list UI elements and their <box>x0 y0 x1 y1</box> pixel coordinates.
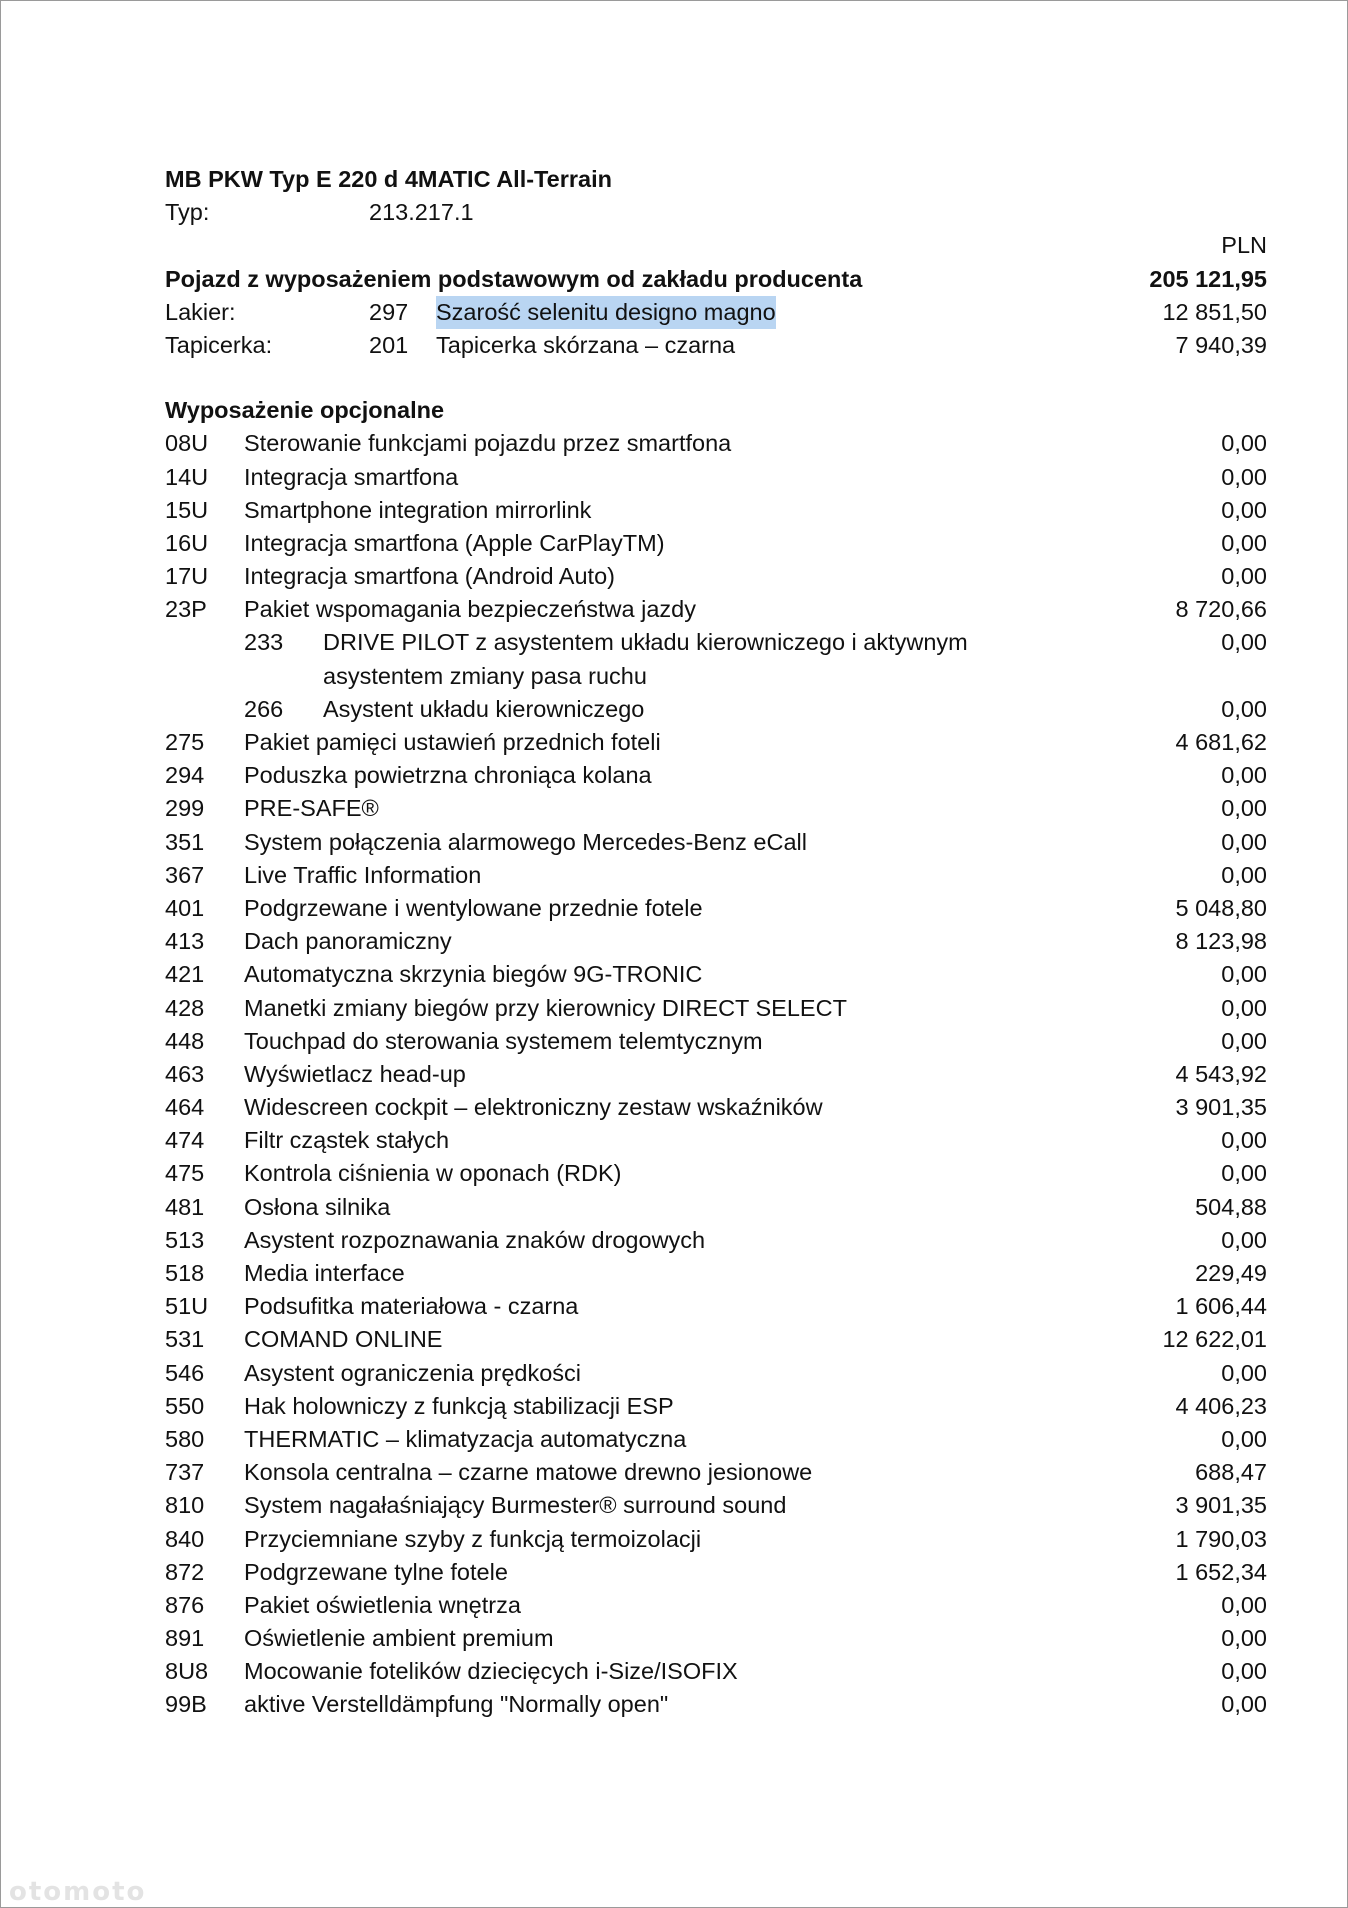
option-price: 0,00 <box>1221 496 1267 523</box>
option-description: Filtr cząstek stałych <box>244 1127 450 1154</box>
upholstery-price: 7 940,39 <box>1175 331 1267 358</box>
option-code: 464 <box>165 1094 205 1121</box>
option-code: 513 <box>165 1226 205 1253</box>
option-row <box>165 1124 1267 1157</box>
option-code: 428 <box>165 994 205 1021</box>
option-code: 891 <box>165 1625 205 1652</box>
option-row <box>165 892 1267 925</box>
option-code: 840 <box>165 1525 205 1552</box>
option-code: 401 <box>165 894 205 921</box>
option-code: 99B <box>165 1691 207 1718</box>
option-description: Asystent rozpoznawania znaków drogowych <box>244 1226 706 1253</box>
option-price: 0,00 <box>1221 563 1267 590</box>
option-description: Podsufitka materiałowa - czarna <box>244 1293 579 1320</box>
option-row <box>165 1257 1267 1290</box>
option-row <box>165 527 1267 560</box>
option-row <box>165 593 1267 626</box>
watermark-logo: otomoto <box>9 1877 147 1907</box>
option-row <box>165 1655 1267 1688</box>
option-description: Pakiet wspomagania bezpieczeństwa jazdy <box>244 596 696 623</box>
option-price: 4 681,62 <box>1175 729 1267 755</box>
option-description: Osłona silnika <box>244 1193 391 1220</box>
option-code: 51U <box>165 1293 209 1320</box>
option-row <box>165 1323 1267 1356</box>
paint-price: 12 851,50 <box>1162 298 1267 325</box>
option-description-continued: asystentem zmiany pasa ruchu <box>323 662 647 689</box>
option-row <box>165 1456 1267 1489</box>
option-description: Hak holowniczy z funkcją stabilizacji ESP <box>244 1392 674 1419</box>
option-description: Kontrola ciśnienia w oponach (RDK) <box>244 1160 622 1187</box>
option-code: 463 <box>165 1060 205 1087</box>
option-row <box>165 1489 1267 1522</box>
option-price: 0,00 <box>1221 1127 1267 1154</box>
option-code: 518 <box>165 1260 205 1286</box>
option-price: 0,00 <box>1221 1691 1267 1718</box>
base-price: 205 121,95 <box>1149 265 1267 292</box>
option-code: 14U <box>165 463 209 490</box>
option-price: 0,00 <box>1221 1359 1267 1386</box>
option-code: 737 <box>165 1459 205 1486</box>
option-code: 448 <box>165 1027 205 1054</box>
option-description: Sterowanie funkcjami pojazdu przez smartfona <box>244 430 732 457</box>
price-list <box>165 163 1267 1722</box>
option-description: Poduszka powietrzna chroniąca kolana <box>244 762 652 789</box>
option-description: Oświetlenie ambient premium <box>244 1625 554 1652</box>
option-description: Wyświetlacz head-up <box>244 1060 466 1087</box>
option-row <box>165 1357 1267 1390</box>
option-row <box>165 826 1267 859</box>
option-description: Przyciemniane szyby z funkcją termoizolacji <box>244 1525 702 1552</box>
option-row <box>165 1688 1267 1721</box>
option-price: 5 048,80 <box>1175 894 1267 921</box>
option-price: 1 652,34 <box>1175 1558 1267 1585</box>
option-price: 8 123,98 <box>1175 928 1267 955</box>
option-code: 872 <box>165 1558 205 1585</box>
type-value: 213.217.1 <box>369 199 474 226</box>
option-description: COMAND ONLINE <box>244 1326 443 1353</box>
option-row <box>165 1622 1267 1655</box>
option-code: 233 <box>244 629 284 656</box>
base-label: Pojazd z wyposażeniem podstawowym od zakładu producenta <box>165 265 863 292</box>
option-description: Widescreen cockpit – elektroniczny zestaw wskaźników <box>244 1094 823 1121</box>
option-code: 17U <box>165 563 209 590</box>
paint-label: Lakier: <box>165 298 236 325</box>
option-code: 294 <box>165 762 205 789</box>
option-row <box>165 1191 1267 1224</box>
option-description: Asystent układu kierowniczego <box>323 695 645 722</box>
option-row <box>165 1589 1267 1622</box>
option-price: 0,00 <box>1221 430 1267 457</box>
option-row <box>165 1058 1267 1091</box>
option-code: 16U <box>165 529 209 556</box>
option-code: 546 <box>165 1359 205 1386</box>
option-description: Konsola centralna – czarne matowe drewno jesionowe <box>244 1459 813 1486</box>
paint-description-selected[interactable]: Szarość selenitu designo magno <box>436 296 776 329</box>
currency-label: PLN <box>1221 232 1267 259</box>
option-code: 580 <box>165 1425 205 1452</box>
option-code: 8U8 <box>165 1658 209 1685</box>
option-description: Touchpad do sterowania systemem telemtycznym <box>244 1027 763 1054</box>
option-description: Integracja smartfona (Android Auto) <box>244 563 615 590</box>
option-code: 367 <box>165 861 205 888</box>
option-code: 266 <box>244 695 284 722</box>
option-code: 15U <box>165 496 209 523</box>
option-code: 421 <box>165 961 205 988</box>
option-price: 504,88 <box>1195 1193 1267 1220</box>
option-price: 229,49 <box>1195 1260 1267 1286</box>
option-code: 475 <box>165 1160 205 1187</box>
option-price: 0,00 <box>1221 994 1267 1021</box>
upholstery-row <box>165 329 1267 362</box>
base-row <box>165 263 1267 296</box>
option-price: 0,00 <box>1221 762 1267 789</box>
options-list <box>165 427 1267 1721</box>
model-title <box>165 163 1267 196</box>
option-row <box>165 1290 1267 1323</box>
option-price: 0,00 <box>1221 463 1267 490</box>
option-price: 0,00 <box>1221 1027 1267 1054</box>
option-price: 0,00 <box>1221 1591 1267 1618</box>
option-description: Media interface <box>244 1260 405 1286</box>
option-price: 0,00 <box>1221 629 1267 656</box>
option-price: 688,47 <box>1195 1459 1267 1486</box>
option-price: 0,00 <box>1221 1625 1267 1652</box>
option-price: 0,00 <box>1221 695 1267 722</box>
options-heading <box>165 394 1267 427</box>
option-row <box>165 427 1267 460</box>
upholstery-label: Tapicerka: <box>165 331 273 358</box>
option-price: 3 901,35 <box>1175 1094 1267 1121</box>
option-row <box>165 1523 1267 1556</box>
option-description: Podgrzewane tylne fotele <box>244 1558 508 1585</box>
option-description: Smartphone integration mirrorlink <box>244 496 592 523</box>
option-description: DRIVE PILOT z asystentem układu kierowniczego i aktywnym <box>323 629 968 656</box>
option-description: Pakiet oświetlenia wnętrza <box>244 1591 521 1618</box>
option-code: 351 <box>165 828 205 855</box>
option-row <box>165 1157 1267 1190</box>
option-code: 275 <box>165 729 205 755</box>
option-price: 0,00 <box>1221 1226 1267 1253</box>
option-code: 08U <box>165 430 209 457</box>
option-code: 474 <box>165 1127 205 1154</box>
option-code: 481 <box>165 1193 205 1220</box>
option-row <box>165 560 1267 593</box>
option-row <box>165 925 1267 958</box>
option-row <box>165 461 1267 494</box>
option-description: THERMATIC – klimatyzacja automatyczna <box>244 1425 687 1452</box>
option-code: 876 <box>165 1591 205 1618</box>
option-price: 8 720,66 <box>1175 596 1267 623</box>
paint-row <box>165 296 1267 329</box>
option-row <box>165 1423 1267 1456</box>
option-code: 413 <box>165 928 205 955</box>
option-row <box>165 1390 1267 1423</box>
option-row <box>165 1025 1267 1058</box>
option-price: 12 622,01 <box>1162 1326 1267 1353</box>
option-code: 299 <box>165 795 205 822</box>
type-row <box>165 196 1267 229</box>
option-row <box>165 958 1267 991</box>
option-row <box>165 792 1267 825</box>
option-price: 4 406,23 <box>1175 1392 1267 1419</box>
option-row <box>165 1091 1267 1124</box>
option-row <box>165 494 1267 527</box>
upholstery-description: Tapicerka skórzana – czarna <box>436 331 736 358</box>
option-price: 0,00 <box>1221 961 1267 988</box>
option-row <box>165 693 1267 726</box>
option-price: 3 901,35 <box>1175 1492 1267 1519</box>
option-row <box>165 759 1267 792</box>
option-row <box>165 859 1267 892</box>
option-description: System połączenia alarmowego Mercedes-Benz eCall <box>244 828 807 855</box>
option-description: Integracja smartfona (Apple CarPlayTM) <box>244 529 665 556</box>
currency-row <box>165 229 1267 262</box>
upholstery-code: 201 <box>369 331 409 358</box>
option-description: Podgrzewane i wentylowane przednie fotele <box>244 894 703 921</box>
option-price: 0,00 <box>1221 861 1267 888</box>
option-description: aktive Verstelldämpfung "Normally open" <box>244 1691 669 1718</box>
option-row <box>165 1224 1267 1257</box>
option-row-continuation <box>165 660 1267 693</box>
option-code: 531 <box>165 1326 205 1353</box>
option-price: 0,00 <box>1221 1160 1267 1187</box>
option-price: 1 790,03 <box>1175 1525 1267 1552</box>
option-code: 550 <box>165 1392 205 1419</box>
option-price: 1 606,44 <box>1175 1293 1267 1320</box>
model-title-text: MB PKW Typ E 220 d 4MATIC All-Terrain <box>165 166 612 192</box>
option-description: Pakiet pamięci ustawień przednich foteli <box>244 729 661 755</box>
option-price: 4 543,92 <box>1175 1060 1267 1087</box>
option-description: System nagałaśniający Burmester® surround sound <box>244 1492 787 1519</box>
options-heading-text: Wyposażenie opcjonalne <box>165 397 445 424</box>
option-row <box>165 626 1267 659</box>
option-description: Dach panoramiczny <box>244 928 452 955</box>
option-code: 23P <box>165 596 207 623</box>
option-description: PRE-SAFE® <box>244 795 379 822</box>
type-label: Typ: <box>165 199 210 226</box>
option-row <box>165 1556 1267 1589</box>
option-description: Asystent ograniczenia prędkości <box>244 1359 582 1386</box>
option-description: Live Traffic Information <box>244 861 482 888</box>
option-description: Automatyczna skrzynia biegów 9G-TRONIC <box>244 961 703 988</box>
option-price: 0,00 <box>1221 828 1267 855</box>
option-row <box>165 992 1267 1025</box>
option-description: Mocowanie fotelików dziecięcych i-Size/ISOFIX <box>244 1658 738 1685</box>
option-price: 0,00 <box>1221 795 1267 822</box>
paint-code: 297 <box>369 298 409 325</box>
option-description: Integracja smartfona <box>244 463 459 490</box>
option-description: Manetki zmiany biegów przy kierownicy DIRECT SELECT <box>244 994 847 1021</box>
option-code: 810 <box>165 1492 205 1519</box>
option-price: 0,00 <box>1221 1658 1267 1685</box>
option-price: 0,00 <box>1221 529 1267 556</box>
option-row <box>165 726 1267 759</box>
option-price: 0,00 <box>1221 1425 1267 1452</box>
